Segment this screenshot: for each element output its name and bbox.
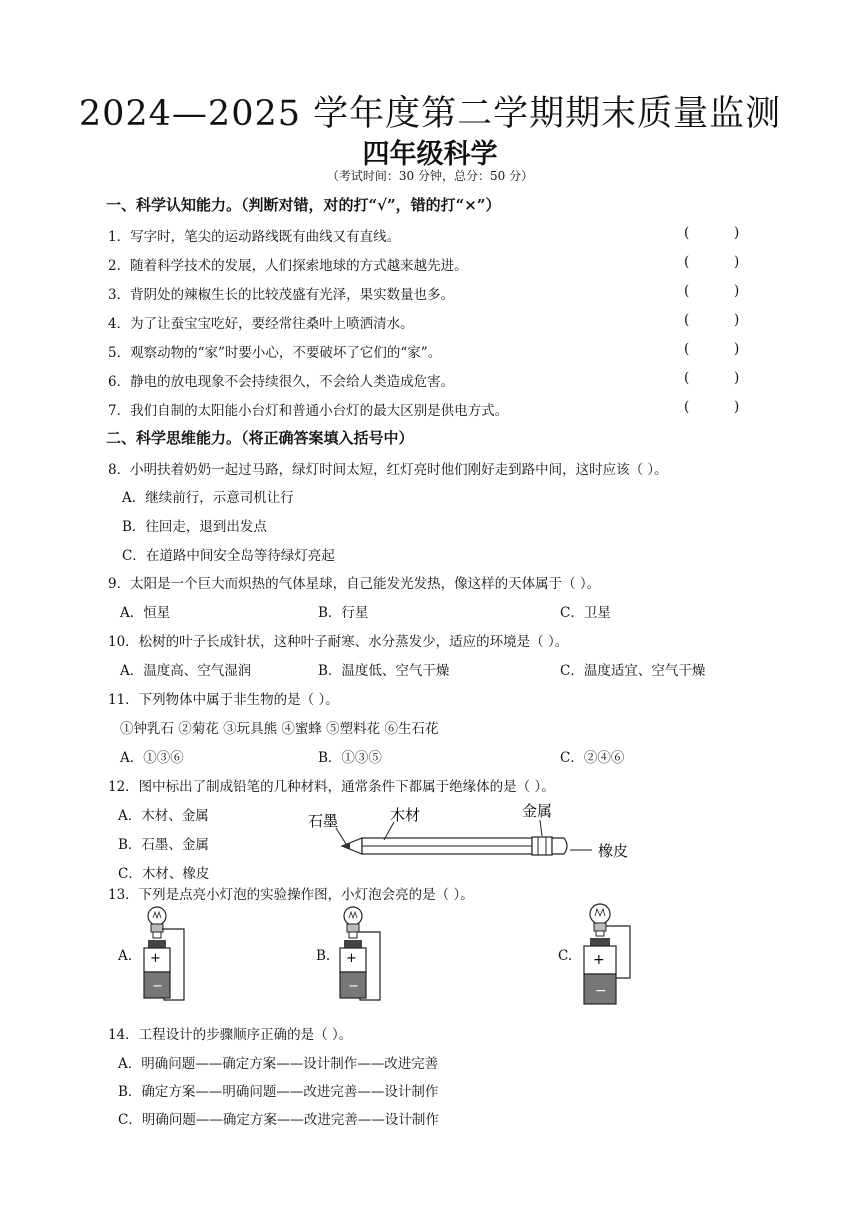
answer-paren-open[interactable]: ( [684,283,690,299]
answer-paren-open[interactable]: ( [684,312,690,328]
q12-option-c[interactable]: C．木材、橡皮 [118,866,210,882]
plus-sign: + [346,951,357,966]
q10-option-c[interactable]: C．温度适宜、空气干燥 [560,663,706,679]
label-graphite: 石墨 [308,812,339,830]
answer-paren-close: ) [734,399,740,415]
pencil-diagram [300,798,650,868]
answer-paren-open[interactable]: ( [684,399,690,415]
q14-option-c[interactable]: C．明确问题——确定方案——改进完善——设计制作 [118,1112,439,1128]
q13-option-c[interactable]: C. [558,948,573,964]
q13-circuit-b [336,904,396,1004]
q9-option-b[interactable]: B．行星 [318,605,369,621]
q13-option-a[interactable]: A. [118,948,133,964]
judge-item-1: 1．写字时，笔尖的运动路线既有曲线又有直线。 [108,229,401,245]
answer-paren-close: ) [734,312,740,328]
minus-sign: − [595,983,607,999]
answer-paren-close: ) [734,254,740,270]
question-12: 12．图中标出了制成铅笔的几种材料，通常条件下都属于绝缘体的是（ ）。 [108,779,555,795]
answer-paren-close: ) [734,225,740,241]
q14-option-b[interactable]: B．确定方案——明确问题——改进完善——设计制作 [118,1084,439,1100]
q12-option-a[interactable]: A．木材、金属 [118,808,209,824]
q14-option-a[interactable]: A．明确问题——确定方案——设计制作——改进完善 [118,1056,439,1072]
judge-item-2: 2．随着科学技术的发展，人们探索地球的方式越来越先进。 [108,258,468,274]
answer-paren-close: ) [734,283,740,299]
plus-sign: + [593,952,605,968]
answer-paren-open[interactable]: ( [684,254,690,270]
exam-title: 2024—2025 学年度第二学期期末质量监测 [78,94,782,134]
q13-option-b[interactable]: B. [316,948,331,964]
q10-option-b[interactable]: B．温度低、空气干燥 [318,663,450,679]
q13-circuit-a [140,904,200,1004]
label-metal: 金属 [522,802,553,820]
minus-sign: − [152,979,163,994]
q11-option-c[interactable]: C．②④⑥ [560,750,625,766]
judge-item-3: 3．背阴处的辣椒生长的比较茂盛有光泽，果实数量也多。 [108,287,455,303]
answer-paren-open[interactable]: ( [684,225,690,241]
q8-option-b[interactable]: B．往回走，退到出发点 [122,519,267,535]
q12-option-b[interactable]: B．石墨、金属 [118,837,209,853]
plus-sign: + [150,951,161,966]
question-9: 9．太阳是一个巨大而炽热的气体星球，自己能发光发热，像这样的天体属于（ ）。 [108,576,601,592]
question-10: 10．松树的叶子长成针状，这种叶子耐寒、水分蒸发少，适应的环境是（ ）。 [108,634,569,650]
judge-item-7: 7．我们自制的太阳能小台灯和普通小台灯的最大区别是供电方式。 [108,403,509,419]
q8-option-a[interactable]: A．继续前行，示意司机让行 [122,490,294,506]
q11-items-list: ①钟乳石 ②菊花 ③玩具熊 ④蜜蜂 ⑤塑料花 ⑥生石花 [120,721,439,737]
answer-paren-open[interactable]: ( [684,370,690,386]
q8-option-c[interactable]: C．在道路中间安全岛等待绿灯亮起 [122,548,335,564]
q9-option-a[interactable]: A．恒星 [120,605,171,621]
q13-circuit-c [578,900,638,1010]
question-8: 8．小明扶着奶奶一起过马路，绿灯时间太短，红灯亮时他们刚好走到路中间，这时应该（ ）。 [108,462,668,478]
label-eraser: 橡皮 [598,842,629,860]
section1-heading: 一、科学认知能力。（判断对错，对的打“√”，错的打“×”） [106,196,501,214]
question-13: 13．下列是点亮小灯泡的实验操作图，小灯泡会亮的是（ ）。 [108,887,474,903]
question-11: 11．下列物体中属于非生物的是（ ）。 [108,692,339,708]
q11-option-a[interactable]: A．①③⑥ [120,750,184,766]
question-14: 14．工程设计的步骤顺序正确的是（ ）。 [108,1027,353,1043]
judge-item-6: 6．静电的放电现象不会持续很久，不会给人类造成危害。 [108,374,455,390]
q11-option-b[interactable]: B．①③⑤ [318,750,382,766]
minus-sign: − [348,979,359,994]
exam-info: （考试时间：30 分钟，总分：50 分） [326,169,534,183]
answer-paren-close: ) [734,341,740,357]
q9-option-c[interactable]: C．卫星 [560,605,611,621]
answer-paren-open[interactable]: ( [684,341,690,357]
answer-paren-close: ) [734,370,740,386]
judge-item-5: 5．观察动物的“家”时要小心，不要破坏了它们的“家”。 [108,345,442,361]
exam-subtitle: 四年级科学 [362,139,498,170]
label-wood: 木材 [390,806,421,824]
judge-item-4: 4．为了让蚕宝宝吃好，要经常往桑叶上喷洒清水。 [108,316,414,332]
section2-heading: 二、科学思维能力。（将正确答案填入括号中） [106,429,414,447]
q10-option-a[interactable]: A．温度高、空气湿润 [120,663,252,679]
